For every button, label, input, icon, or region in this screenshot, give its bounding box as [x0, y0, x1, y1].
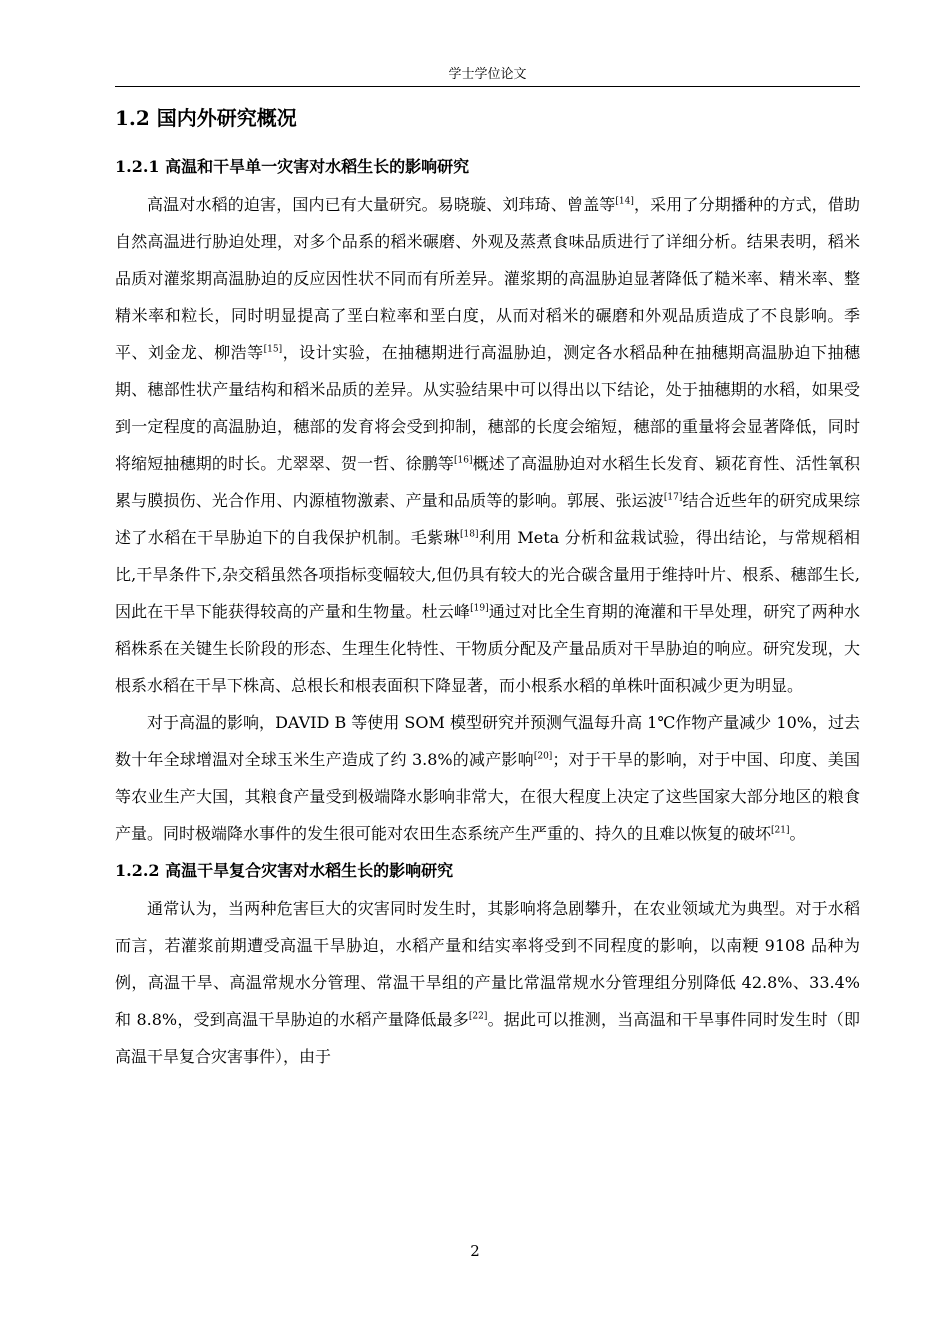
- subsection-title-1-2-1: 1.2.1 高温和干旱单一灾害对水稻生长的影响研究: [115, 157, 470, 176]
- subsection-title-1-2-2: 1.2.2 高温干旱复合灾害对水稻生长的影响研究: [115, 861, 454, 880]
- paragraph-1: 高温对水稻的迫害，国内已有大量研究。易晓璇、刘玮琦、曾盖等[14]，采用了分期播种的方式，借助自然高温进行胁迫处理，对多个品系的稻米碾磨、外观及蒸煮食味品质进行了详细分析。结果表明，稻米品质对灌浆期高温胁迫的反应因性状不同而有所差异。灌浆期的高温胁迫显著降低了糙米率、精米率、整精米率和粒长，同时明显提高了垩白粒率和垩白度，从而对稻米的碾磨和外观品质造成了不良影响。季平、刘金龙、柳浩等[15]，设计实验，在抽穗期进行高温胁迫，测定各水稻品种在抽穗期高温胁迫下抽穗期、穗部性状产量结构和稻米品质的差异。从实验结果中可以得出以下结论，处于抽穗期的水稻，如果受到一定程度的高温胁迫，穗部的发育将会受到抑制，穗部的长度会缩短，穗部的重量将会显著降低，同时将缩短抽穗期的时长。尤翠翠、贺一哲、徐鹏等[16]概述了高温胁迫对水稻生长发育、颖花育性、活性氧积累与膜损伤、光合作用、内源植物激素、产量和品质等的影响。郭展、张运波[17]结合近些年的研究成果综述了水稻在干旱胁迫下的自我保护机制。毛紫琳[18]利用 Meta 分析和盆栽试验，得出结论，与常规稻相比,干旱条件下,杂交稻虽然各项指标变幅较大,但仍具有较大的光合碳含量用于维持叶片、根系、穗部生长,因此在干旱下能获得较高的产量和生物量。杜云峰[19]通过对比全生育期的淹灌和干旱处理，研究了两种水稻株系在关键生长阶段的形态、生理生化特性、干物质分配及产量品质对干旱胁迫的响应。研究发现，大根系水稻在干旱下株高、总根长和根表面积下降显著，而小根系水稻的单株叶面积减少更为明显。: [115, 195, 860, 695]
- citation-15: [15]: [263, 344, 283, 355]
- citation-21: [21]: [771, 825, 790, 836]
- citation-20: [20]: [533, 751, 553, 762]
- citation-19: [19]: [470, 603, 489, 614]
- header-title: 学士学位论文: [448, 67, 527, 82]
- citation-16: [16]: [454, 455, 473, 466]
- paragraph-3: 通常认为，当两种危害巨大的灾害同时发生时，其影响将急剧攀升，在农业领域尤为典型。对于水稻而言，若灌浆前期遭受高温干旱胁迫，水稻产量和结实率将受到不同程度的影响，以南粳 9108 品种为例，高温干旱、高温常规水分管理、常温干旱组的产量比常温常规水分管理组分别降低 42.8%、33.4%和 8.8%，受到高温干旱胁迫的水稻产量降低最多[22]。据此可以推测，当高温和干旱事件同时发生时（即高温干旱复合灾害事件），由于: [115, 899, 860, 1066]
- page-number: 2: [470, 1242, 480, 1260]
- citation-18: [18]: [460, 529, 479, 540]
- document-body: [115, 100, 860, 1075]
- citation-22: [22]: [468, 1011, 488, 1022]
- section-title: 1.2 国内外研究概况: [115, 106, 297, 130]
- citation-17: [17]: [663, 492, 683, 503]
- page-header: [115, 64, 860, 87]
- paragraph-2: 对于高温的影响，DAVID B 等使用 SOM 模型研究并预测气温每升高 1℃作物产量减少 10%，过去数十年全球增温对全球玉米生产造成了约 3.8%的减产影响[20]；对于干旱的影响，对于中国、印度、美国等农业生产大国，其粮食产量受到极端降水影响非常大，在很大程度上决定了这些国家大部分地区的粮食产量。同时极端降水事件的发生很可能对农田生态系统产生严重的、持久的且难以恢复的破坏[21]。: [115, 713, 860, 843]
- citation-14: [14]: [615, 196, 634, 207]
